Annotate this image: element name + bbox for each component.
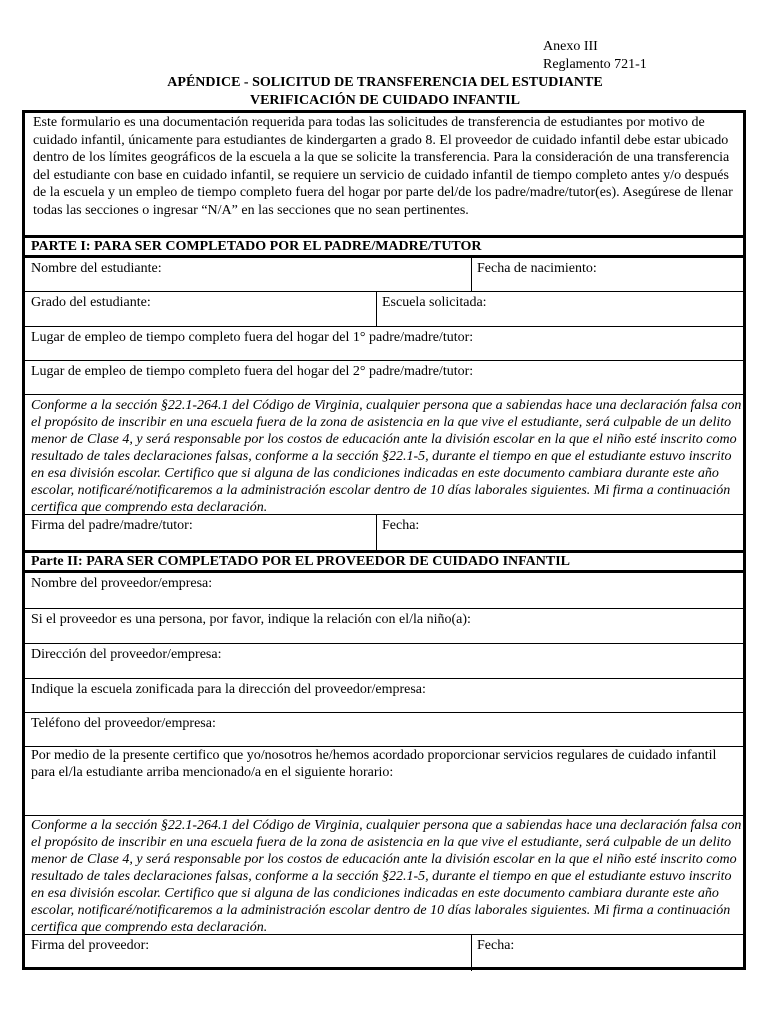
- part2-header: Parte II: PARA SER COMPLETADO POR EL PROVEEDOR DE CUIDADO INFANTIL: [25, 550, 743, 572]
- parent-date-label: Fecha:: [382, 518, 420, 533]
- zoned-school-field[interactable]: [25, 678, 743, 712]
- row-parent-signature: [25, 514, 743, 551]
- phone-field[interactable]: [25, 712, 743, 746]
- schedule-label: Por medio de la presente certifico que yo/nosotros he/hemos acordado proporcionar servicios regulares de cuidado infantil para el/la estudiante arriba mencionado/a en el siguiente horario:: [31, 748, 717, 780]
- row-student: [25, 257, 743, 291]
- phone-label: Teléfono del proveedor/empresa:: [31, 716, 216, 731]
- regulation-number: Reglamento 721-1: [543, 57, 647, 72]
- zoned-school-label: Indique la escuela zonificada para la dirección del proveedor/empresa:: [31, 682, 426, 697]
- document-title: [0, 74, 770, 110]
- part2-legal-text: Conforme a la sección §22.1-264.1 del Código de Virginia, cualquier persona que a sabiendas hace una declaración falsa con el propósito de inscribir en una escuela fuera de la zona de asistencia en la que vive el estudiante, será culpable de un delito menor de Clase 4, y será responsable por los costos de educación ante la división escolar en la que el niño esté inscrito como resultado de tales declaraciones falsas, conforme a la sección §22.1-5, durante el tiempo en que el estudiante estuvo inscrito en esa división escolar. Certifico que si alguna de las condiciones indicadas en este documento cambiara durante este año escolar, notificaré/notificaremos a la administración escolar dentro de 10 días laborales siguientes. Mi firma a continuación certifica que comprendo esta declaración.: [31, 818, 742, 935]
- part1-legal-text: Conforme a la sección §22.1-264.1 del Código de Virginia, cualquier persona que a sabiendas hace una declaración falsa con el propósito de inscribir en una escuela fuera de la zona de asistencia en la que vive el estudiante, será culpable de un delito menor de Clase 4, y será responsable por los costos de educación ante la división escolar en la que el niño esté inscrito como resultado de tales declaraciones falsas, conforme a la sección §22.1-5, durante el tiempo en que el estudiante estuvo inscrito en esa división escolar. Certifico que si alguna de las condiciones indicadas en este documento cambiara durante este año escolar, notificaré/notificaremos a la administración escolar dentro de 10 días laborales siguientes. Mi firma a continuación certifica que comprendo esta declaración.: [31, 398, 742, 515]
- birth-date-field[interactable]: [471, 258, 743, 291]
- relation-label: Si el proveedor es una persona, por favor, indique la relación con el/la niño(a):: [31, 612, 471, 627]
- parent-date-field[interactable]: [376, 515, 743, 551]
- school-label: Escuela solicitada:: [382, 295, 487, 310]
- student-name-field[interactable]: [25, 258, 471, 291]
- grade-field[interactable]: [25, 292, 376, 326]
- part1-header: PARTE I: PARA SER COMPLETADO POR EL PADRE/MADRE/TUTOR: [25, 235, 743, 257]
- provider-signature-label: Firma del proveedor:: [31, 938, 150, 953]
- student-name-label: Nombre del estudiante:: [31, 261, 162, 276]
- annex-label: [543, 38, 647, 74]
- parent-signature-label: Firma del padre/madre/tutor:: [31, 518, 193, 533]
- form-frame: [22, 110, 746, 970]
- employment1-label: Lugar de empleo de tiempo completo fuera del hogar del 1° padre/madre/tutor:: [31, 330, 474, 345]
- employment1-field[interactable]: [25, 326, 743, 360]
- provider-name-field[interactable]: [25, 572, 743, 608]
- address-field[interactable]: [25, 643, 743, 678]
- title-line-1: APÉNDICE - SOLICITUD DE TRANSFERENCIA DEL ESTUDIANTE: [167, 75, 603, 90]
- provider-signature-field[interactable]: [25, 935, 471, 971]
- row-grade: [25, 291, 743, 326]
- title-line-2: VERIFICACIÓN DE CUIDADO INFANTIL: [249, 93, 521, 108]
- provider-date-field[interactable]: [471, 935, 743, 971]
- relation-field[interactable]: [25, 608, 743, 643]
- birth-date-label: Fecha de nacimiento:: [477, 261, 597, 276]
- provider-date-label: Fecha:: [477, 938, 515, 953]
- schedule-field[interactable]: [25, 746, 743, 815]
- school-field[interactable]: [376, 292, 743, 326]
- provider-name-label: Nombre del proveedor/empresa:: [31, 576, 213, 591]
- employment2-label: Lugar de empleo de tiempo completo fuera del hogar del 2° padre/madre/tutor:: [31, 364, 474, 379]
- annex-number: Anexo III: [543, 39, 598, 54]
- address-label: Dirección del proveedor/empresa:: [31, 647, 222, 662]
- intro-text: Este formulario es una documentación requerida para todas las solicitudes de transferencia de estudiantes por motivo de cuidado infantil, únicamente para estudiantes de kindergarten a grado 8. El proveedor de cuidado infantil debe estar ubicado dentro de los límites geográficos de la escuela a la que se solicite la transferencia. Para la consideración de una transferencia del estudiante con base en cuidado infantil, se requiere un servicio de cuidado infantil de tiempo completo antes y/o después de la escuela y un empleo de tiempo completo fuera del hogar por parte del/de los padre/madre/tutor(es). Asegúrese de llenar todas las secciones o ingresar “N/A” en las secciones que no sean pertinentes.: [33, 115, 733, 218]
- employment2-field[interactable]: [25, 360, 743, 394]
- parent-signature-field[interactable]: [25, 515, 376, 551]
- row-provider-signature: [25, 934, 743, 971]
- grade-label: Grado del estudiante:: [31, 295, 151, 310]
